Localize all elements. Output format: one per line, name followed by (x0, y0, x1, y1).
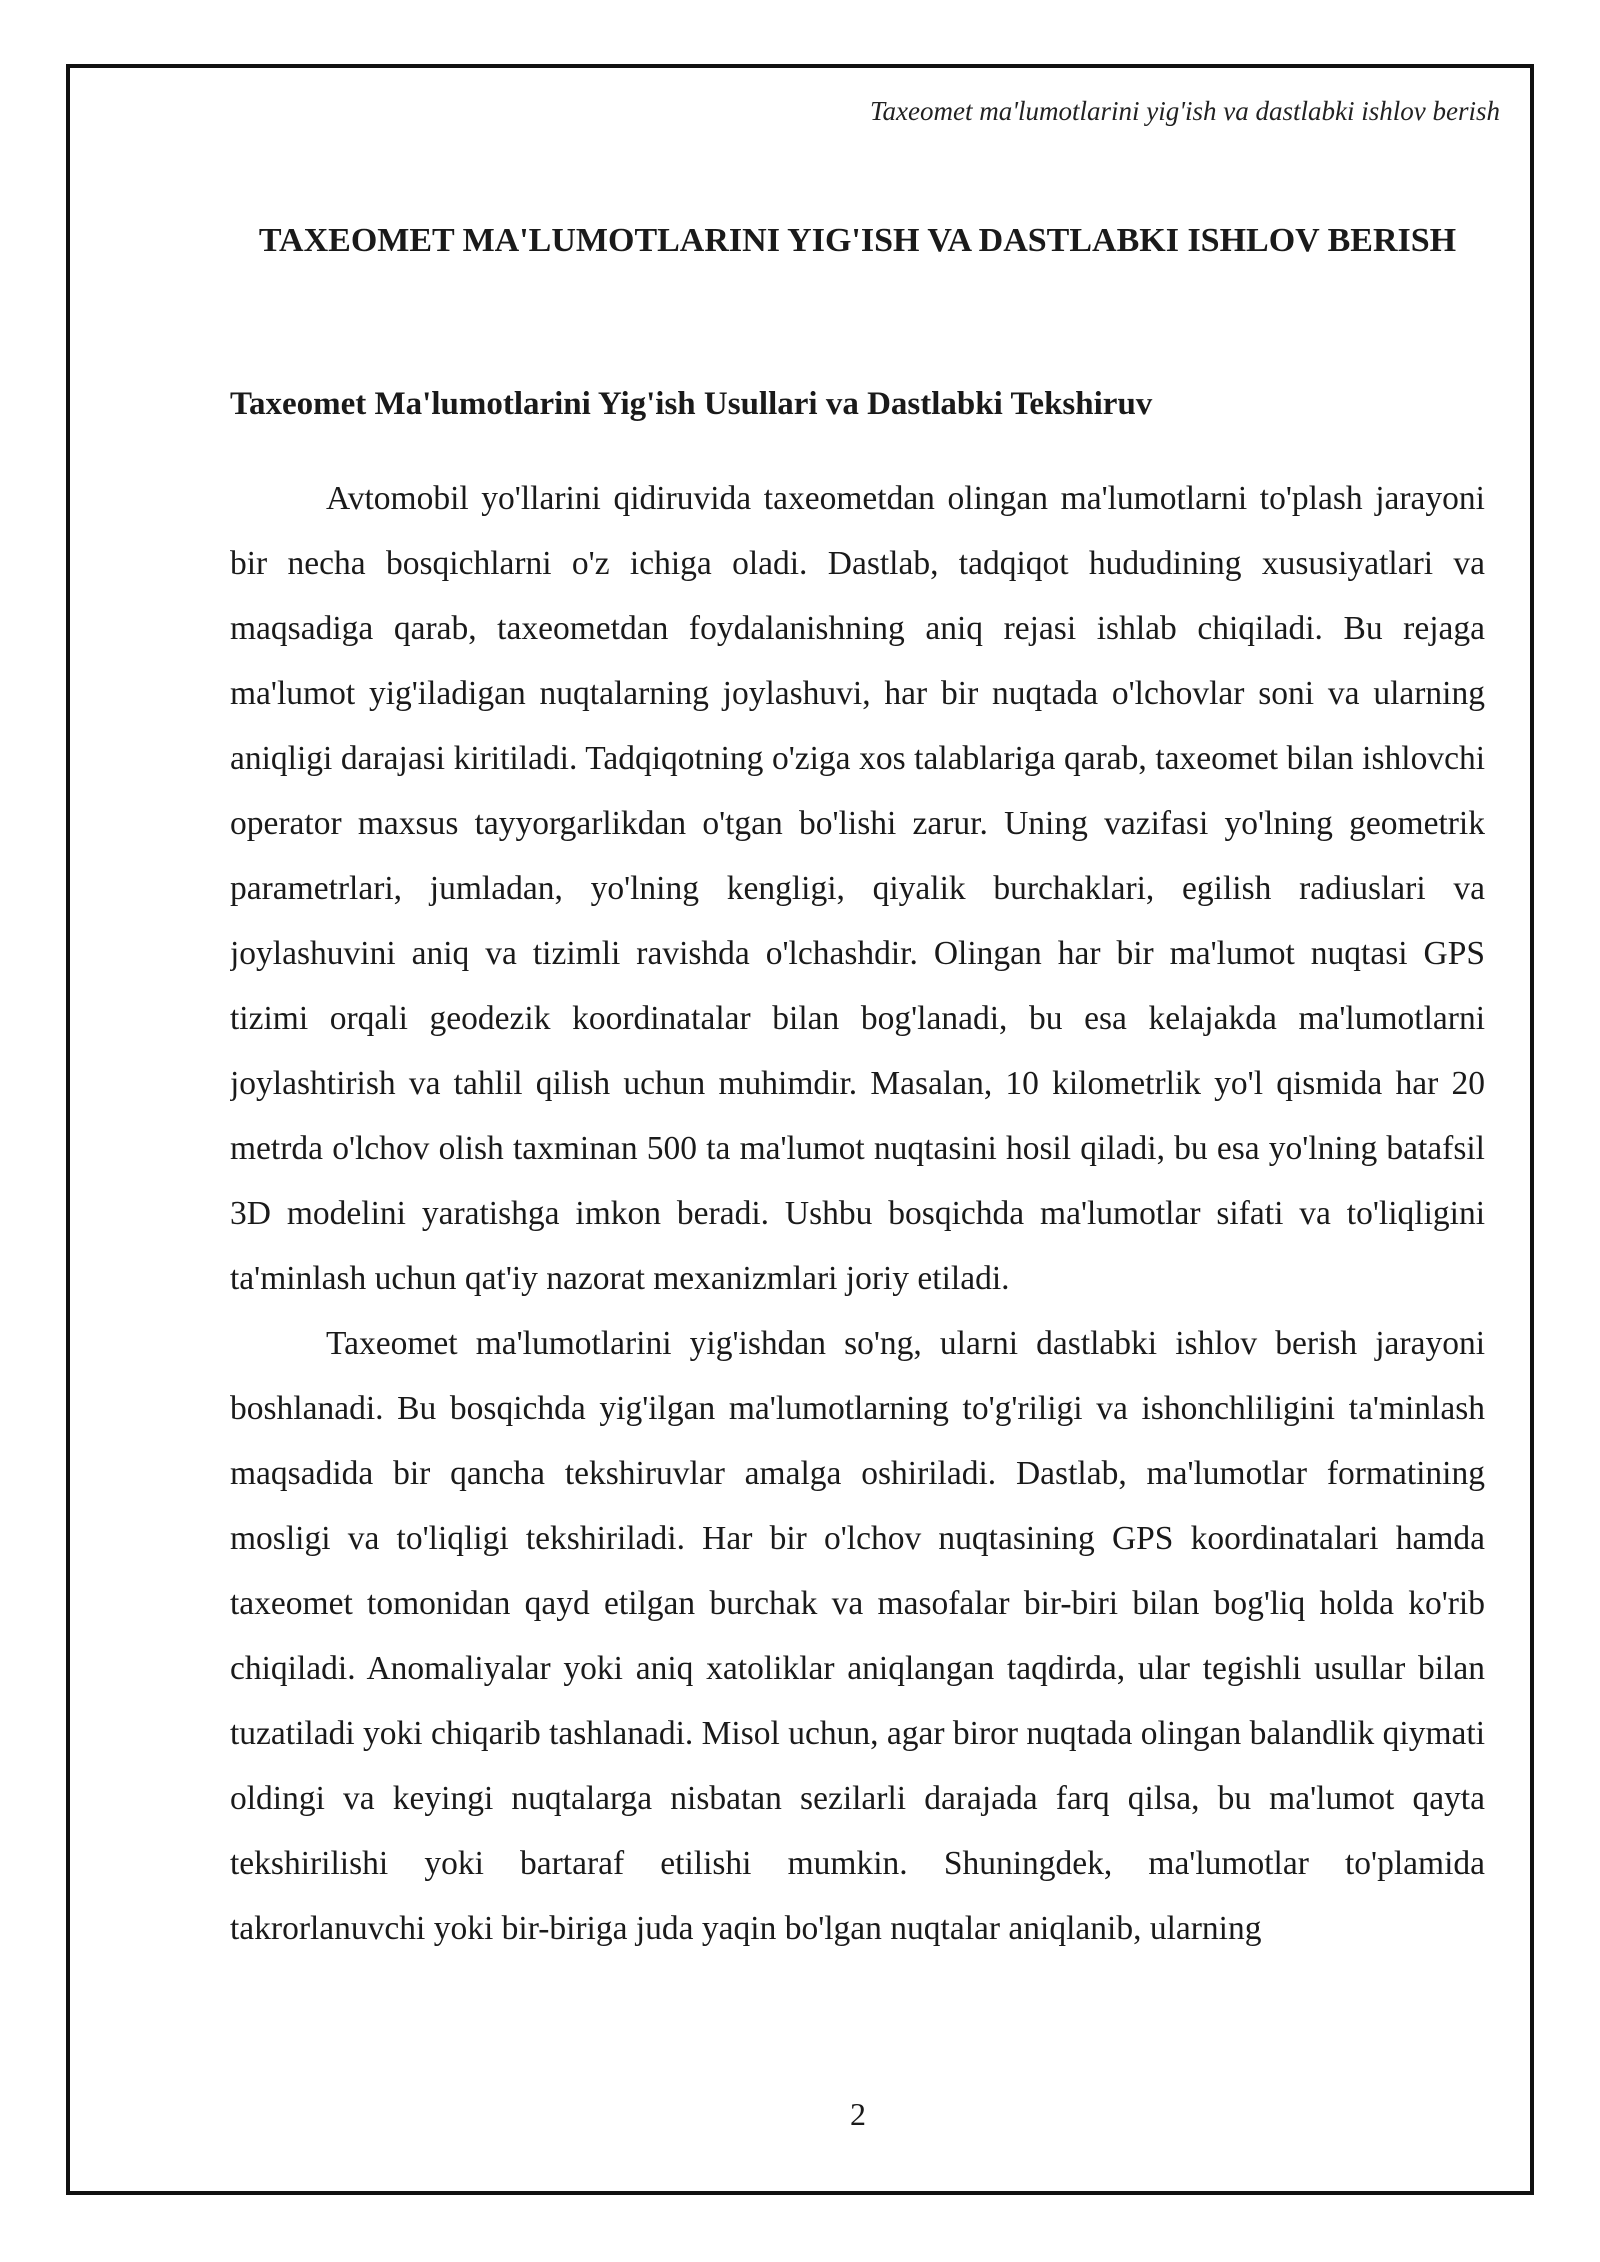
running-header: Taxeomet ma'lumotlarini yig'ish va dastlabki ishlov berish (869, 96, 1500, 126)
paragraph-2: Taxeomet ma'lumotlarini yig'ishdan so'ng, ularni dastlabki ishlov berish jarayoni boshlanadi. Bu bosqichda yig'ilgan ma'lumotlarning to'g'riligi va ishonchliligini ta'minlash maqsadida bir qancha tekshiruvlar amalga oshiriladi. Dastlab, ma'lumotlar formatining mosligi va to'liqligi tekshiriladi. Har bir o'lchov nuqtasining GPS koordinatalari hamda taxeomet tomonidan qayd etilgan burchak va masofalar bir-biri bilan bog'liq holda ko'rib chiqiladi. Anomaliyalar yoki aniq xatoliklar aniqlangan taqdirda, ular tegishli usullar bilan tuzatiladi yoki chiqarib tashlanadi. Misol uchun, agar biror nuqtada olingan balandlik qiymati oldingi va keyingi nuqtalarga nisbatan sezilarli darajada farq qilsa, bu ma'lumot qayta tekshirilishi yoki bartaraf etilishi mumkin. Shuningdek, ma'lumotlar to'plamida takrorlanuvchi yoki bir-biriga juda yaqin bo'lgan nuqtalar aniqlanib, ularning (230, 1325, 1485, 1947)
page-number: 2 (850, 2096, 866, 2132)
section-heading: Taxeomet Ma'lumotlarini Yig'ish Usullari va Dastlabki Tekshiruv (230, 386, 1153, 422)
paragraph-1: Avtomobil yo'llarini qidiruvida taxeometdan olingan ma'lumotlarni to'plash jarayoni bir necha bosqichlarni o'z ichiga oladi. Dastlab, tadqiqot hududining xususiyatlari va maqsadiga qarab, taxeometdan foydalanishning aniq rejasi ishlab chiqiladi. Bu rejaga ma'lumot yig'iladigan nuqtalarning joylashuvi, har bir nuqtada o'lchovlar soni va ularning aniqligi darajasi kiritiladi. Tadqiqotning o'ziga xos talablariga qarab, taxeomet bilan ishlovchi operator maxsus tayyorgarlikdan o'tgan bo'lishi zarur. Uning vazifasi yo'lning geometrik parametrlari, jumladan, yo'lning kengligi, qiyalik burchaklari, egilish radiuslari va joylashuvini aniq va tizimli ravishda o'lchashdir. Olingan har bir ma'lumot nuqtasi GPS tizimi orqali geodezik koordinatalar bilan bog'lanadi, bu esa kelajakda ma'lumotlarni joylashtirish va tahlil qilish uchun muhimdir. Masalan, 10 kilometrlik yo'l qismida har 20 metrda o'lchov olish taxminan 500 ta ma'lumot nuqtasini hosil qiladi, bu esa yo'lning batafsil 3D modelini yaratishga imkon beradi. Ushbu bosqichda ma'lumotlar sifati va to'liqligini ta'minlash uchun qat'iy nazorat mexanizmlari joriy etiladi. (230, 480, 1485, 1297)
document-title: TAXEOMET MA'LUMOTLARINI YIG'ISH VA DASTLABKI ISHLOV BERISH (258, 222, 1457, 259)
body-text (230, 466, 1485, 2086)
